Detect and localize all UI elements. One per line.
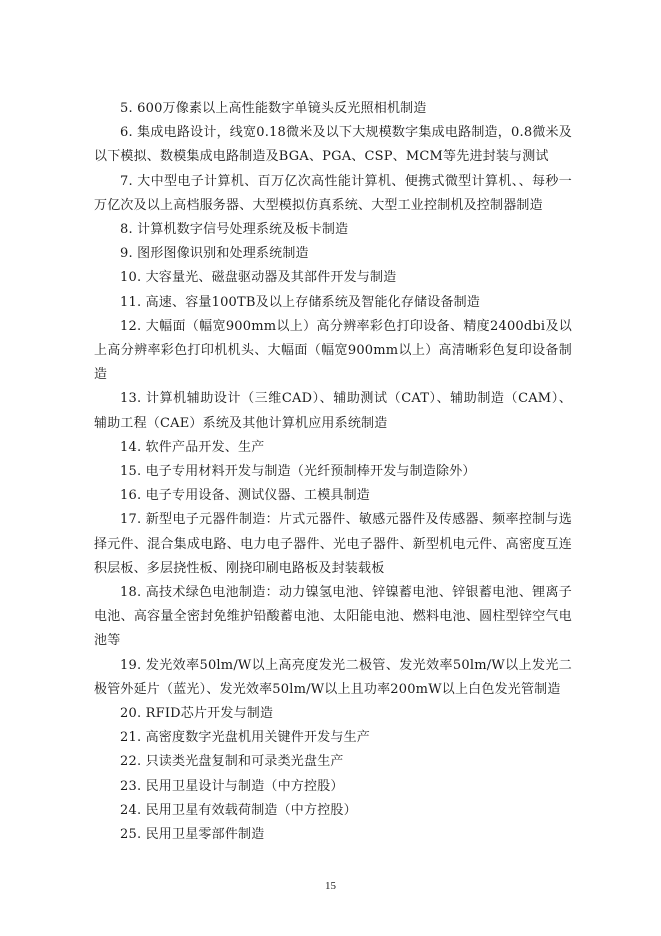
- list-item: 13. 计算机辅助设计（三维CAD）、辅助测试（CAT）、辅助制造（CAM）、辅助工程（CAE）系统及其他计算机应用系统制造: [94, 391, 572, 431]
- list-item: 12. 大幅面（幅宽900mm以上）高分辨率彩色打印设备、精度2400dbi及以上高分辨率彩色打印机机头、大幅面（幅宽900mm以上）高清晰彩色复印设备制造: [94, 318, 572, 383]
- list-item: 16. 电子专用设备、测试仪器、工模具制造: [120, 488, 371, 504]
- list-item: 7. 大中型电子计算机、百万亿次高性能计算机、便携式微型计算机、、每秒一万亿次及以上高档服务器、大型模拟仿真系统、大型工业控制机及控制器制造: [94, 173, 572, 213]
- list-item: 11. 高速、容量100TB及以上存储系统及智能化存储设备制造: [120, 294, 481, 310]
- list-item: 22. 只读类光盘复制和可录类光盘生产: [120, 754, 344, 770]
- list-item: 19. 发光效率50lm/W以上高亮度发光二极管、发光效率50lm/W以上发光二极管外延片（蓝光）、发光效率50lm/W以上且功率200mW以上白色发光管制造: [94, 657, 572, 697]
- list-item: 23. 民用卫星设计与制造（中方控股）: [120, 778, 344, 794]
- item-list: [94, 97, 572, 847]
- list-item: 24. 民用卫星有效载荷制造（中方控股）: [120, 802, 357, 818]
- list-item: 9. 图形图像识别和处理系统制造: [120, 246, 309, 262]
- list-item: 10. 大容量光、磁盘驱动器及其部件开发与制造: [120, 270, 397, 286]
- list-item: 21. 高密度数字光盘机用关键件开发与生产: [120, 730, 371, 746]
- list-item: 17. 新型电子元器件制造：片式元器件、敏感元器件及传感器、频率控制与选择元件、混合集成电路、电力电子器件、光电子器件、新型机电元件、高密度互连积层板、多层挠性板、刚挠印刷电路板及封装载板: [94, 512, 572, 576]
- list-item: 5. 600万像素以上高性能数字单镜头反光照相机制造: [120, 101, 427, 116]
- list-item: 8. 计算机数字信号处理系统及板卡制造: [120, 222, 349, 238]
- list-item: 15. 电子专用材料开发与制造（光纤预制棒开发与制造除外）: [120, 464, 476, 480]
- list-item: 14. 软件产品开发、生产: [120, 439, 265, 455]
- page-number: 15: [325, 880, 336, 892]
- list-item: 25. 民用卫星零部件制造: [120, 827, 265, 843]
- list-item: 20. RFID芯片开发与制造: [120, 706, 274, 722]
- list-item: 6. 集成电路设计，线宽0.18微米及以下大规模数字集成电路制造，0.8微米及以下模拟、数模集成电路制造及BGA、PGA、CSP、MCM等先进封装与测试: [94, 125, 572, 165]
- list-item: 18. 高技术绿色电池制造：动力镍氢电池、锌镍蓄电池、锌银蓄电池、锂离子电池、高容量全密封免维护铅酸蓄电池、太阳能电池、燃料电池、圆柱型锌空气电池等: [94, 585, 572, 649]
